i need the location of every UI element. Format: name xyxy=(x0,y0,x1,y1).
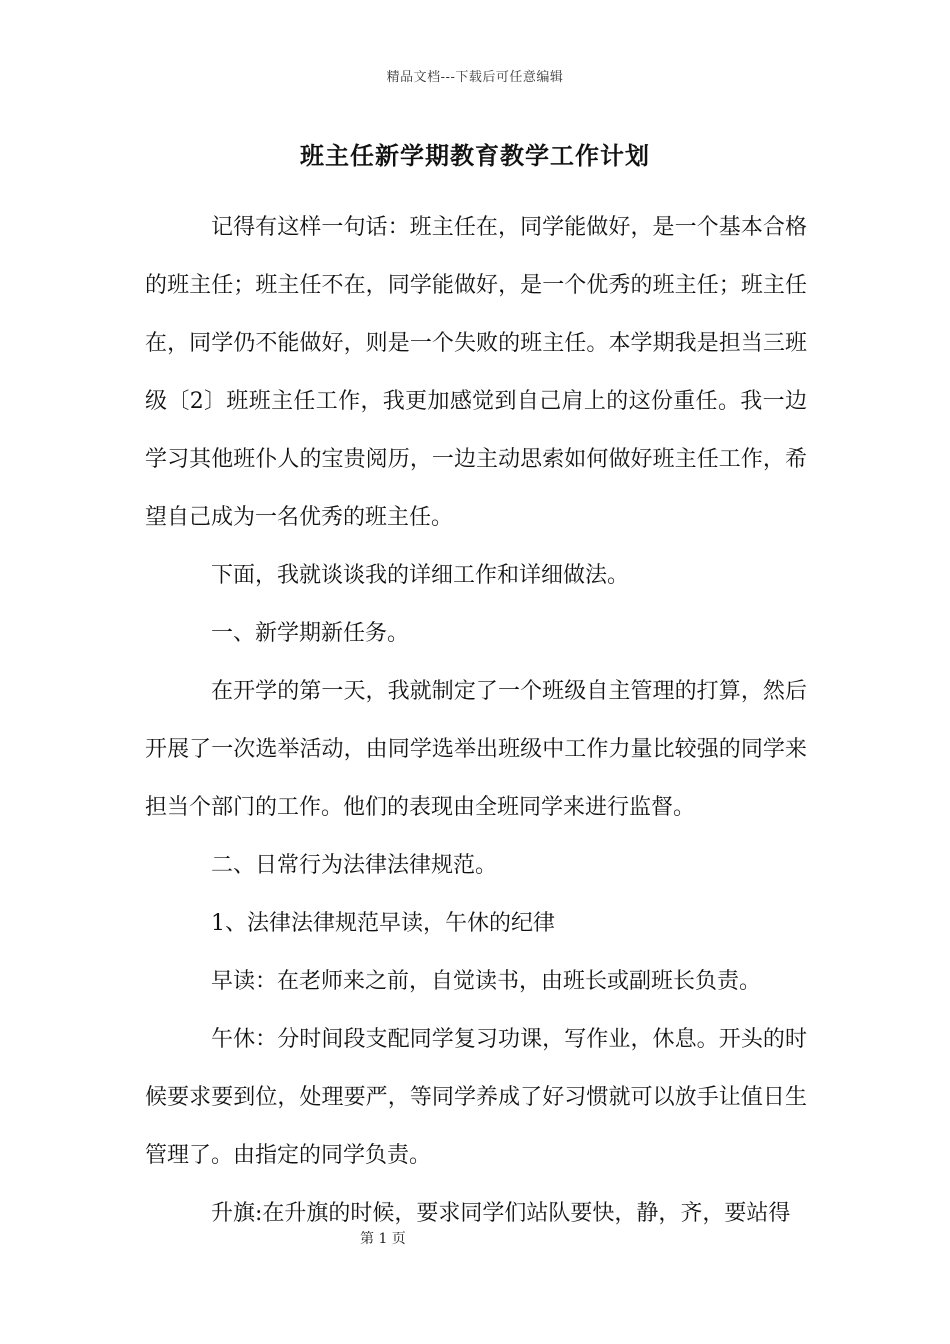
paragraph-intro: 记得有这样一句话：班主任在，同学能做好，是一个基本合格的班主任；班主任不在，同学能做好，是一个优秀的班主任；班主任在，同学仍不能做好，则是一个失败的班主任。本学期我是担当三班级〔2〕班班主任工作，我更加感觉到自己肩上的这份重任。我一边学习其他班仆人的宝贵阅历，一边主动思索如何做好班主任工作，希望自己成为一名优秀的班主任。 xyxy=(145,215,807,530)
paragraph-section-1: 在开学的第一天，我就制定了一个班级自主管理的打算，然后开展了一次选举活动，由同学选举出班级中工作力量比较强的同学来担当个部门的工作。他们的表现由全班同学来进行监督。 xyxy=(145,679,807,820)
paragraph-flag-raising: 升旗:在升旗的时候，要求同学们站队要快，静，齐，要站得 xyxy=(211,1201,791,1226)
paragraph-noon-rest: 午休：分时间段支配同学复习功课，写作业，休息。开头的时候要求要到位，处理要严，等同学养成了好习惯就可以放手让值日生管理了。由指定的同学负责。 xyxy=(145,1027,807,1168)
section-heading-2: 二、日常行为法律法律规范。 xyxy=(211,853,498,878)
subheading-1: 1、法律法律规范早读，午休的纪律 xyxy=(211,911,555,936)
paragraph-transition: 下面，我就谈谈我的详细工作和详细做法。 xyxy=(211,563,630,588)
header-note: 精品文档---下载后可任意编辑 xyxy=(386,70,564,85)
paragraph-morning-reading: 早读：在老师来之前，自觉读书，由班长或副班长负责。 xyxy=(211,969,762,994)
page-number: 第 1 页 xyxy=(360,1231,406,1247)
document-title: 班主任新学期教育教学工作计划 xyxy=(300,141,650,170)
section-heading-1: 一、新学期新任务。 xyxy=(211,621,410,646)
document-body xyxy=(145,199,807,1243)
